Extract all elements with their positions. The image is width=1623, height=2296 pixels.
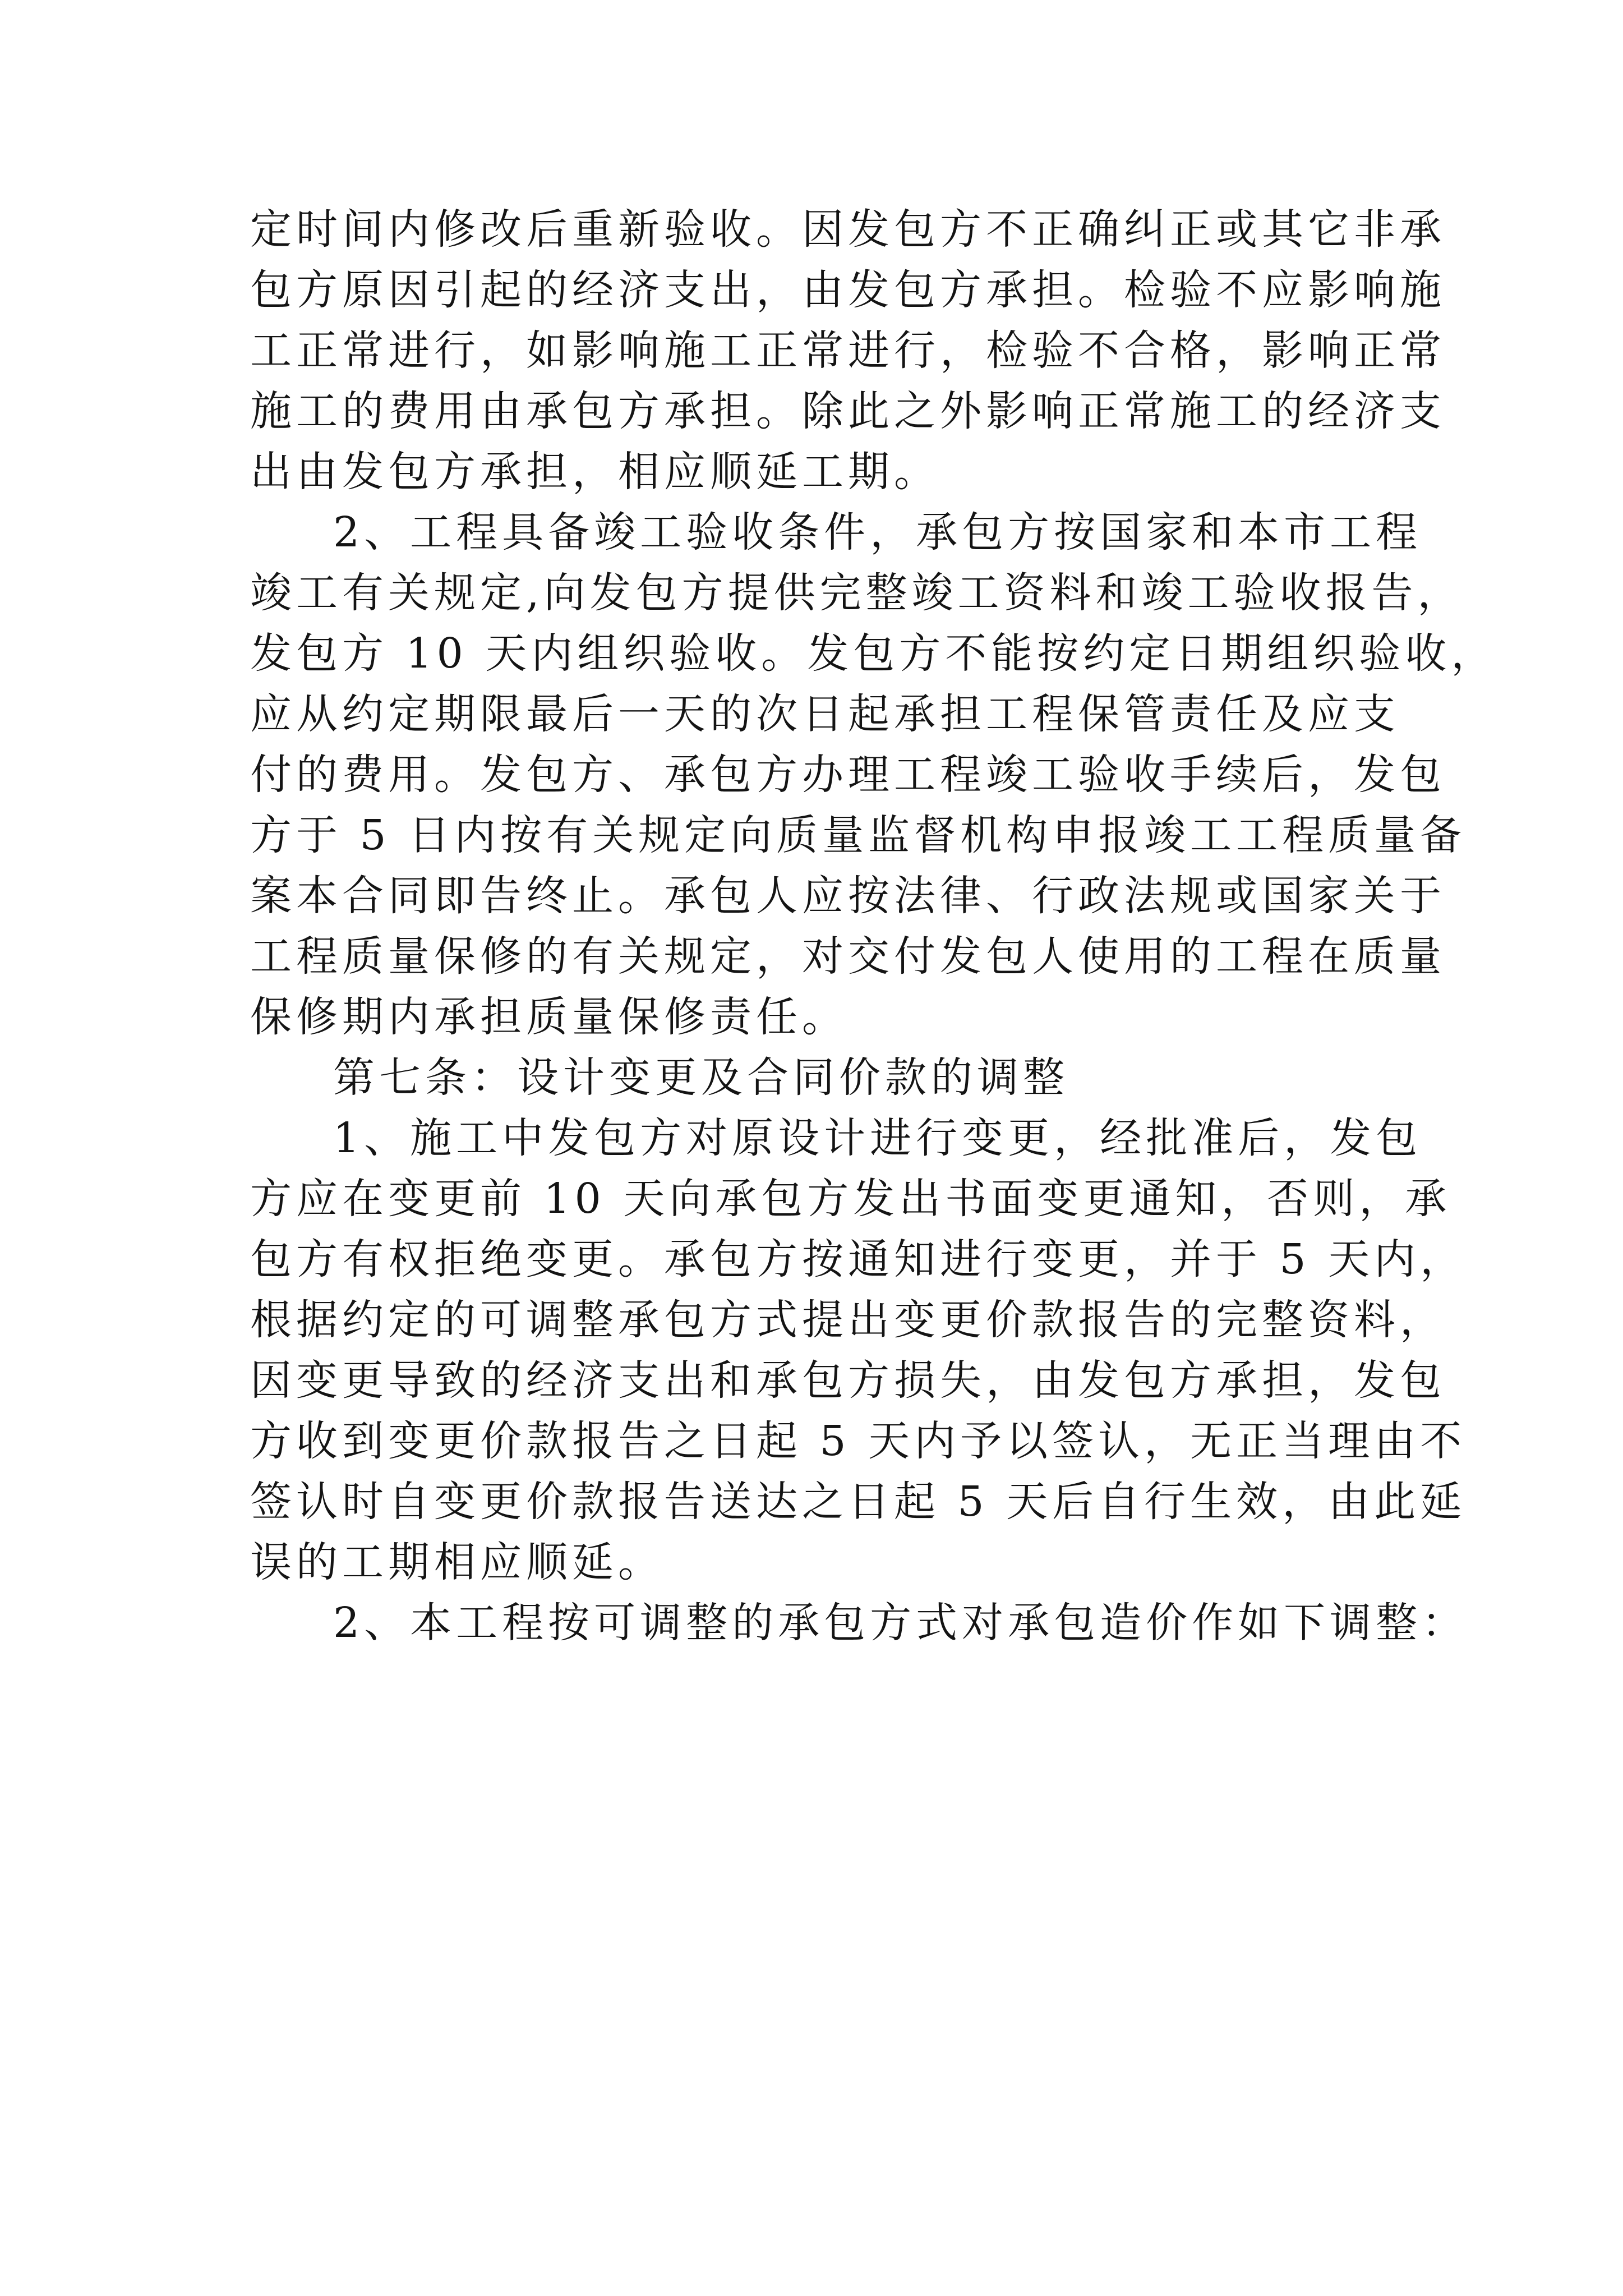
text-line: 2、本工程按可调整的承包方式对承包造价作如下调整： xyxy=(333,1599,1468,1647)
text-line: 方收到变更价款报告之日起 5 天内予以签认，无正当理由不 xyxy=(250,1417,1467,1465)
text-line: 方应在变更前 10 天向承包方发出书面变更通知，否则，承 xyxy=(250,1175,1451,1223)
text-line: 应从约定期限最后一天的次日起承担工程保管责任及应支 xyxy=(250,690,1400,738)
text-line: 定时间内修改后重新验收。因发包方不正确纠正或其它非承 xyxy=(250,205,1446,254)
text-line: 案本合同即告终止。承包人应按法律、行政法规或国家关于 xyxy=(250,872,1446,920)
text-line: 工程质量保修的有关规定，对交付发包人使用的工程在质量 xyxy=(250,932,1446,981)
text-line: 签认时自变更价款报告送达之日起 5 天后自行生效，由此延 xyxy=(250,1478,1467,1526)
text-line: 包方原因引起的经济支出，由发包方承担。检验不应影响施 xyxy=(250,266,1446,314)
text-line: 因变更导致的经济支出和承包方损失，由发包方承担，发包 xyxy=(250,1356,1446,1405)
text-line: 发包方 10 天内组织验收。发包方不能按约定日期组织验收， xyxy=(250,629,1497,678)
text-line: 竣工有关规定,向发包方提供完整竣工资料和竣工验收报告， xyxy=(250,569,1464,617)
text-line: 付的费用。发包方、承包方办理工程竣工验收手续后，发包 xyxy=(250,751,1446,799)
text-line: 2、工程具备竣工验收条件，承包方按国家和本市工程 xyxy=(333,508,1422,556)
text-line: 1、施工中发包方对原设计进行变更，经批准后，发包 xyxy=(333,1114,1422,1162)
text-line: 出由发包方承担，相应顺延工期。 xyxy=(250,448,940,496)
text-line: 根据约定的可调整承包方式提出变更价款报告的完整资料， xyxy=(250,1296,1446,1344)
text-line: 包方有权拒绝变更。承包方按通知进行变更，并于 5 天内， xyxy=(250,1235,1467,1283)
body-text xyxy=(250,199,1497,1653)
text-line: 工正常进行，如影响施工正常进行，检验不合格，影响正常 xyxy=(250,326,1446,375)
text-line: 保修期内承担质量保修责任。 xyxy=(250,993,848,1041)
text-line: 方于 5 日内按有关规定向质量监督机构申报竣工工程质量备 xyxy=(250,811,1467,859)
text-line: 施工的费用由承包方承担。除此之外影响正常施工的经济支 xyxy=(250,387,1446,435)
text-line: 误的工期相应顺延。 xyxy=(250,1538,664,1586)
section-heading: 第七条：设计变更及合同价款的调整 xyxy=(333,1053,1069,1102)
